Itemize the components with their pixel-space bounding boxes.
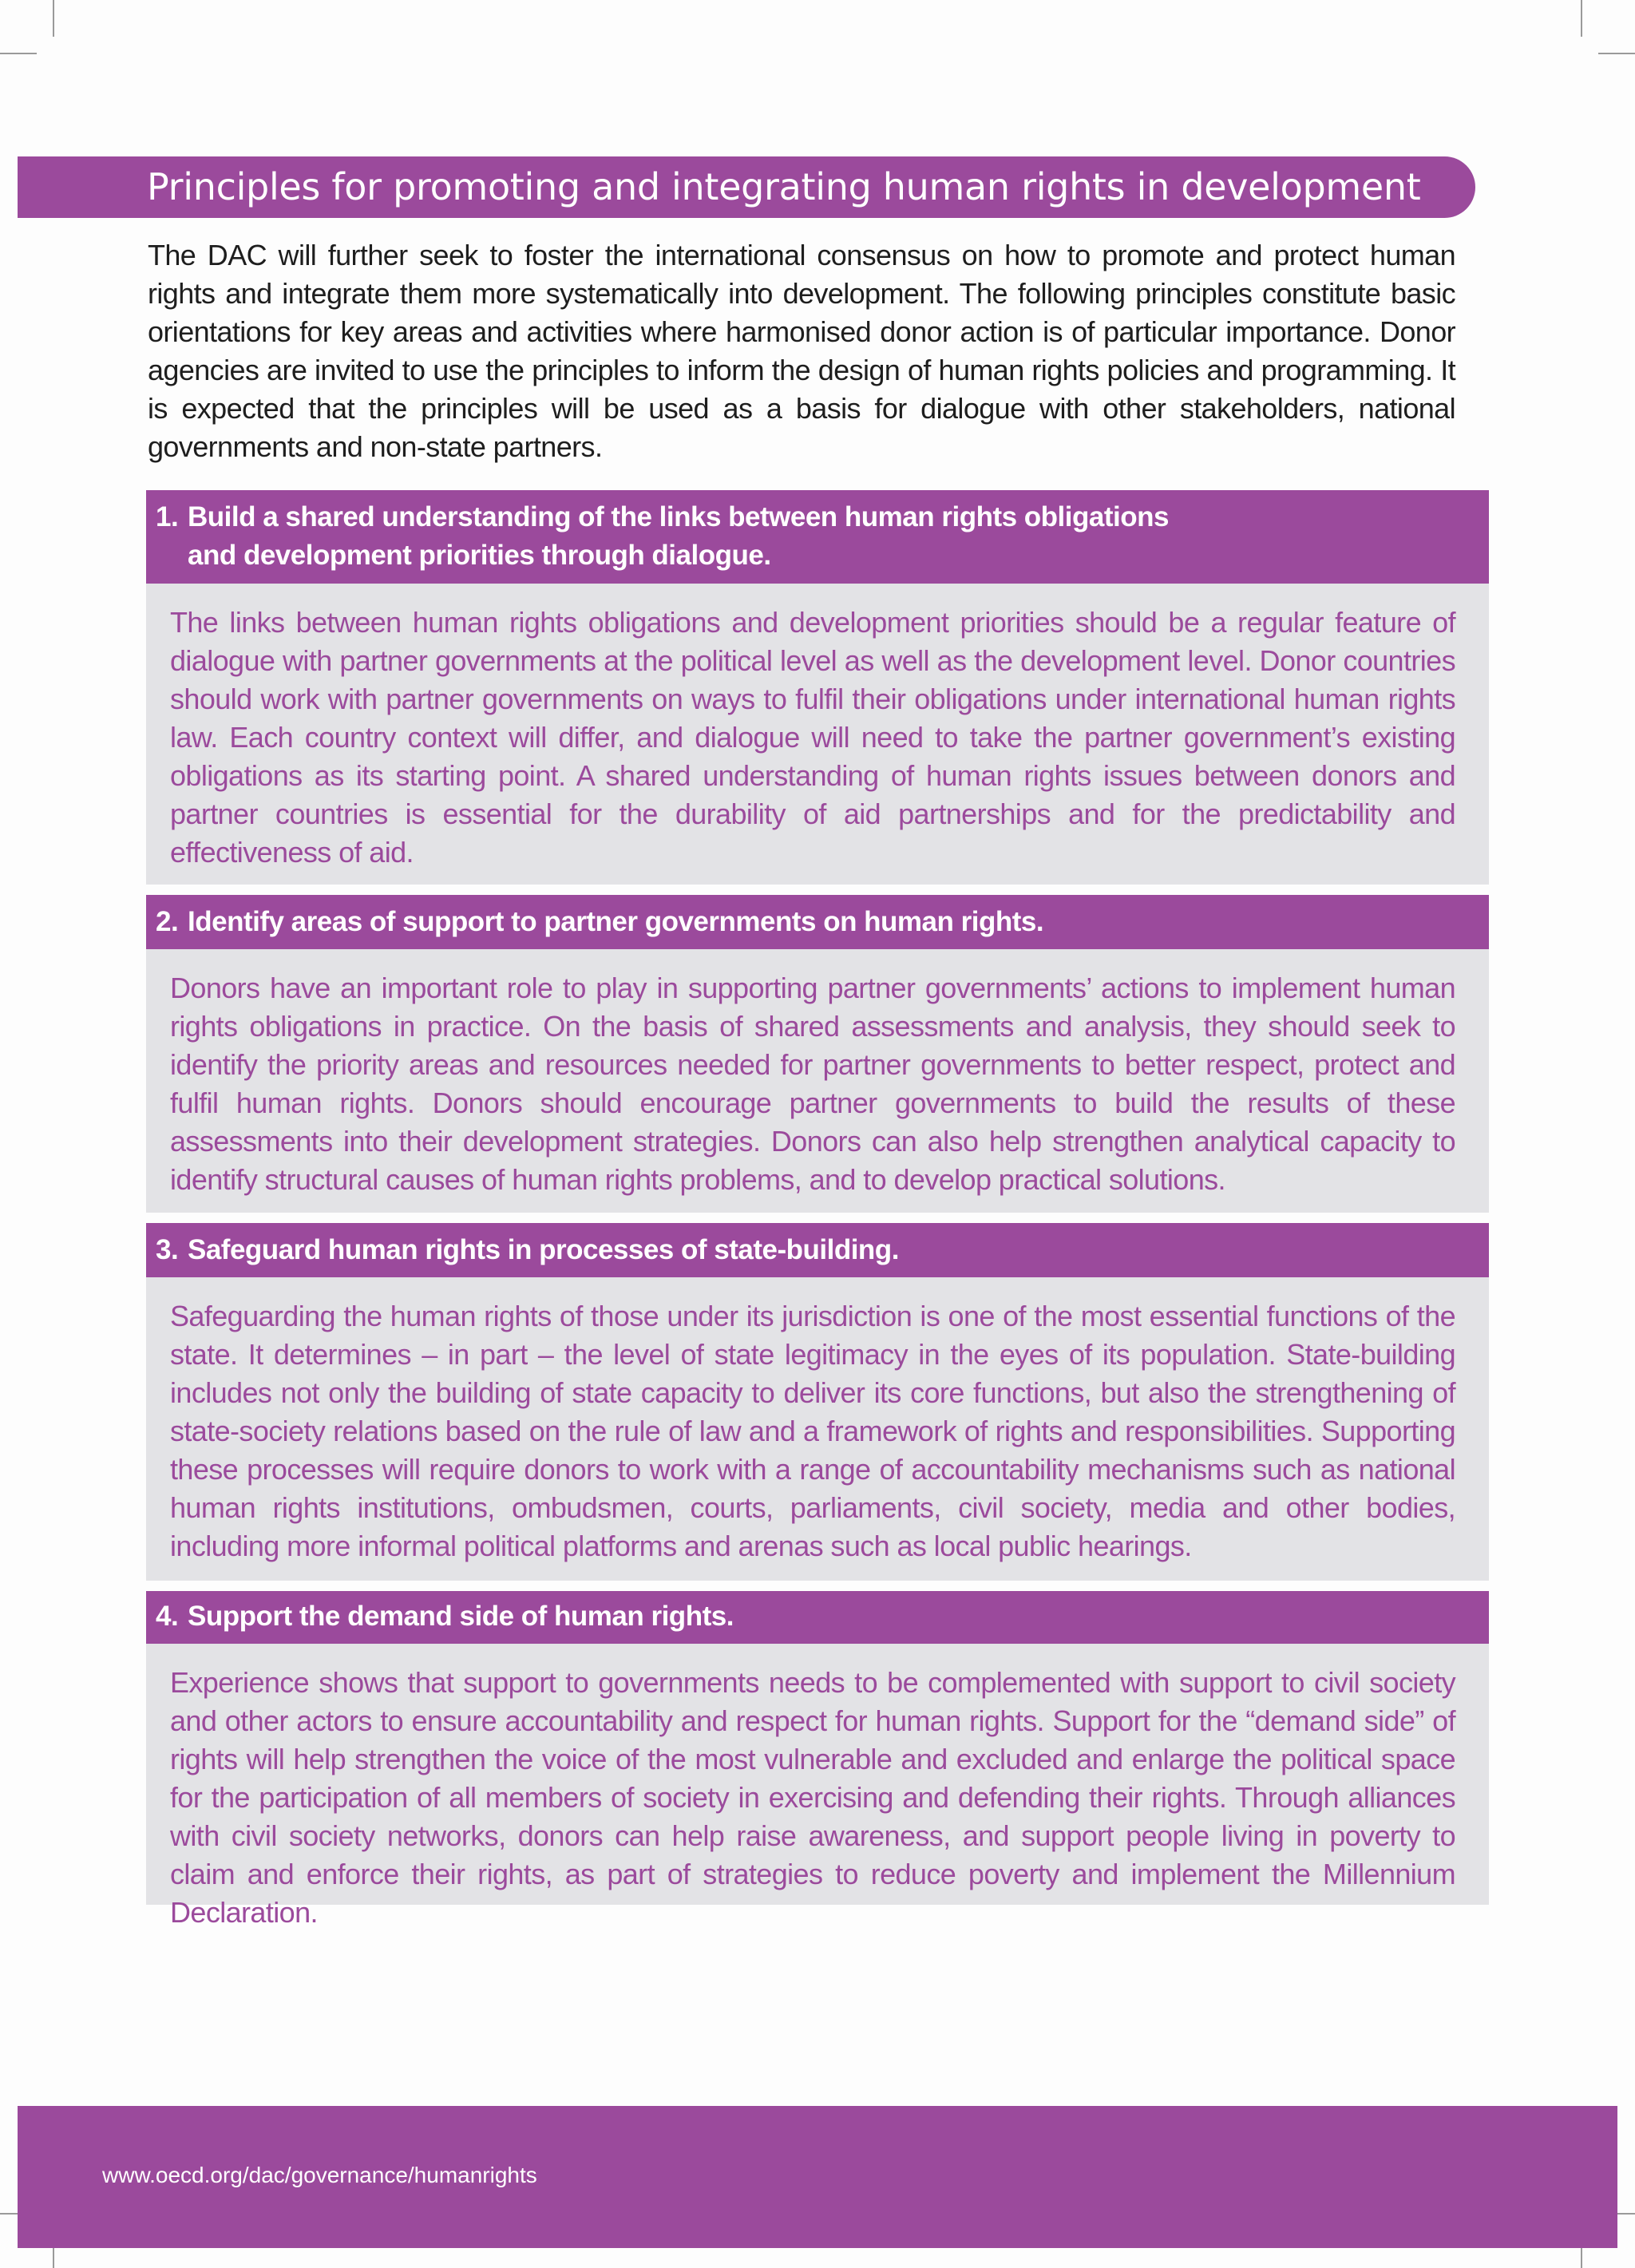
principle-number: 2. (156, 906, 179, 937)
principle-1-heading (146, 490, 1489, 584)
principle-body-text: Donors have an important role to play in supporting partner governments’ actions to implement human rights obligations in practice. On the basis of shared assessments and analysis, they should seek to identify the priority areas and resources needed for partner governments to better respect, protect and fulfil human rights. Donors should encourage partner governments to build the results of these assessments into their development strategies. Donors can also help strengthen analytical capacity to identify structural causes of human rights problems, and to develop practical solutions. (170, 972, 1455, 1196)
principle-3-body (146, 1277, 1489, 1581)
principle-body-text: Experience shows that support to governments needs to be complemented with support to civil society and other actors to ensure accountability and respect for human rights. Support for the “demand side” of rights will help strengthen the voice of the most vulnerable and excluded and enlarge the political space for the participation of all members of society in exercising and defending their rights. Through alliances with civil society networks, donors can help raise awareness, and support people living in poverty to claim and enforce their rights, as part of strategies to reduce poverty and implement the Millennium Declaration. (170, 1666, 1455, 1929)
principle-heading-text: Support the demand side of human rights. (188, 1601, 734, 1632)
principle-4-heading (146, 1591, 1489, 1644)
principle-body-text: The links between human rights obligations and development priorities should be a regular feature of dialogue with partner governments at the political level as well as the development level. Donor countries should work with partner governments on ways to fulfil their obligations under international human rights law. Each country context will differ, and dialogue will need to take the partner government’s existing obligations as its starting point. A shared understanding of human rights issues between donors and partner countries is essential for the durability of aid partnerships and for the predictability and effectiveness of aid. (170, 606, 1455, 869)
crop-mark (1598, 53, 1635, 54)
footer-band (18, 2106, 1617, 2248)
footer-url-link[interactable]: www.oecd.org/dac/governance/humanrights (102, 2163, 537, 2187)
crop-mark (53, 0, 54, 37)
principle-4-body (146, 1644, 1489, 1929)
principle-body-text: Safeguarding the human rights of those under its jurisdiction is one of the most essential functions of the state. It determines – in part – the level of state legitimacy in the eyes of its population. State-building includes not only the building of state capacity to deliver its core functions, but also the strengthening of state-society relations based on the rule of law and a framework of rights and responsibilities. Supporting these processes will require donors to work with a range of accountability mechanisms such as national human rights institutions, ombudsmen, courts, parliaments, civil society, media and other bodies, including more informal political platforms and arenas such as local public hearings. (170, 1300, 1455, 1562)
principle-heading-text: Build a shared understanding of the links between human rights obligations (188, 501, 1169, 532)
principle-heading-text-line2: and development priorities through dialogue. (188, 540, 771, 571)
principle-number: 4. (156, 1601, 179, 1632)
principle-heading-text: Safeguard human rights in processes of state-building. (188, 1234, 899, 1265)
crop-mark (1581, 0, 1582, 37)
principle-number: 3. (156, 1234, 179, 1265)
crop-mark (0, 53, 37, 54)
principle-2-heading (146, 895, 1489, 949)
principle-3-heading (146, 1223, 1489, 1277)
principle-2-body (146, 949, 1489, 1213)
principle-number: 1. (156, 501, 179, 532)
principle-heading-text: Identify areas of support to partner governments on human rights. (188, 906, 1044, 937)
page-title: Principles for promoting and integrating human rights in development (18, 156, 1475, 218)
intro-paragraph: The DAC will further seek to foster the international consensus on how to promote and protect human rights and integrate them more systematically into development. The following principles constitute basic orientations for key areas and activities where harmonised donor action is of particular importance. Donor agencies are invited to use the principles to inform the design of human rights policies and programming. It is expected that the principles will be used as a basis for dialogue with other stakeholders, national governments and non-state partners. (148, 239, 1455, 463)
principle-1-body (146, 584, 1489, 885)
